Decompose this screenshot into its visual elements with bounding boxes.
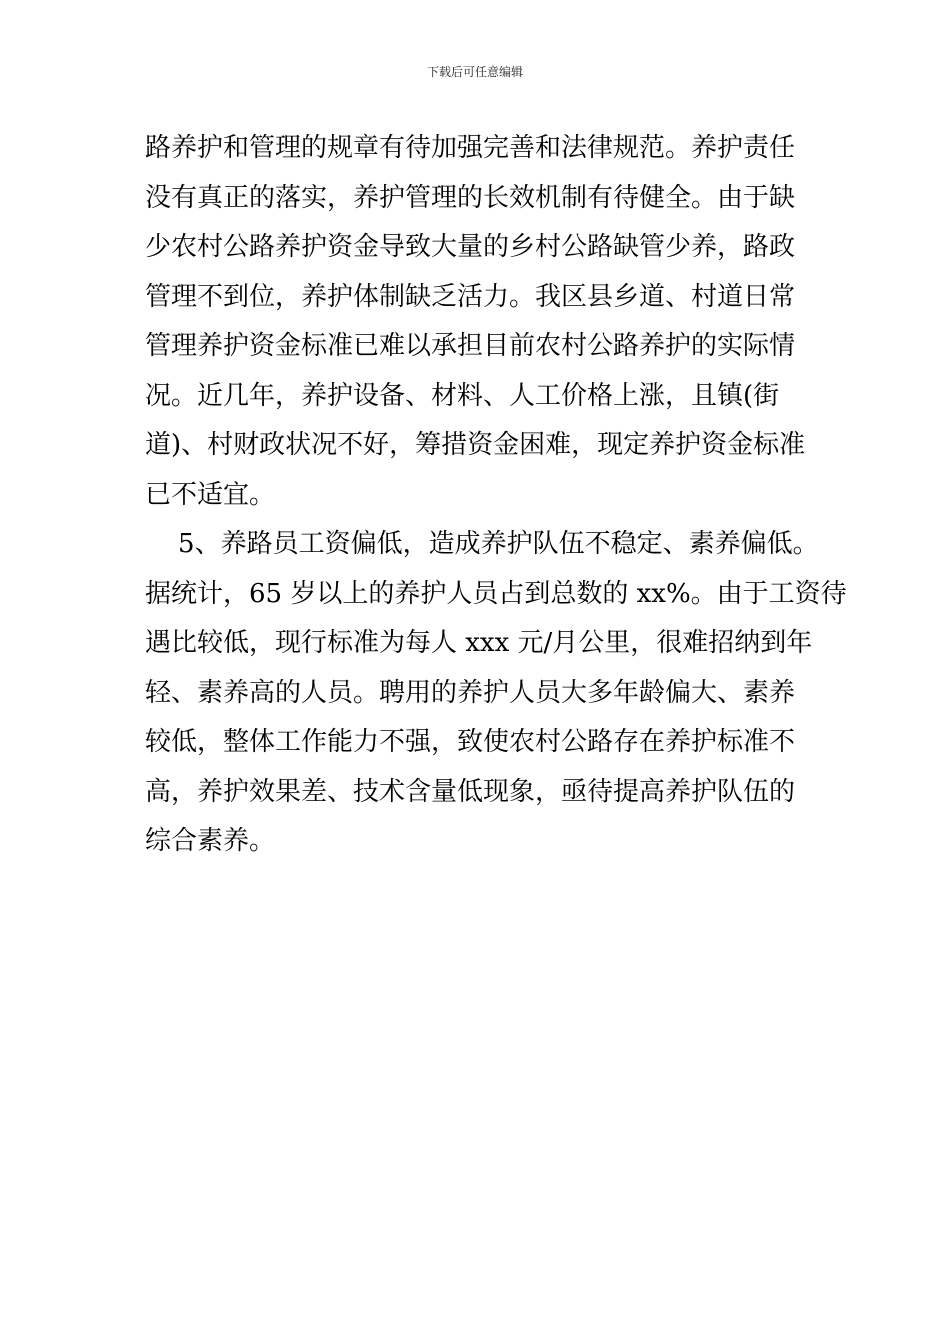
text-line: 路养护和管理的规章有待加强完善和法律规范。养护责任: [145, 133, 796, 163]
text-line: 高，养护效果差、技术含量低现象，亟待提高养护队伍的: [145, 776, 796, 807]
text-line: 综合素养。: [145, 826, 276, 856]
page-header: 下载后可任意编辑: [426, 65, 523, 79]
text-line: 没有真正的落实，养护管理的长效机制有待健全。由于缺: [145, 182, 796, 213]
text-line: 道)、村财政状况不好，筹措资金困难，现定养护资金标准: [145, 430, 806, 460]
text-line: 遇比较低，现行标准为每人 xxx 元/月公里，很难招纳到年: [145, 628, 813, 658]
text-line: 少农村公路养护资金导致大量的乡村公路缺管少养，路政: [145, 232, 796, 262]
text-line: 况。近几年，养护设备、材料、人工价格上涨，且镇(街: [145, 380, 780, 411]
text-line: 据统计，65 岁以上的养护人员占到总数的 xx%。由于工资待: [145, 578, 847, 609]
paragraph-road-maintenance-rules: [145, 124, 815, 520]
text-line: 管理养护资金标准已难以承担目前农村公路养护的实际情: [145, 331, 796, 361]
document-body: [145, 124, 847, 867]
text-line: 较低，整体工作能力不强，致使农村公路存在养护标准不: [145, 727, 796, 757]
text-line: 已不适宜。: [145, 479, 276, 510]
text-line: 5、养路员工资偏低，造成养护队伍不稳定、素养偏低。: [145, 529, 819, 559]
text-line: 轻、素养高的人员。聘用的养护人员大多年龄偏大、素养: [145, 677, 796, 708]
paragraph-worker-wages: [145, 520, 847, 867]
text-line: 管理不到位，养护体制缺乏活力。我区县乡道、村道日常: [145, 281, 796, 312]
